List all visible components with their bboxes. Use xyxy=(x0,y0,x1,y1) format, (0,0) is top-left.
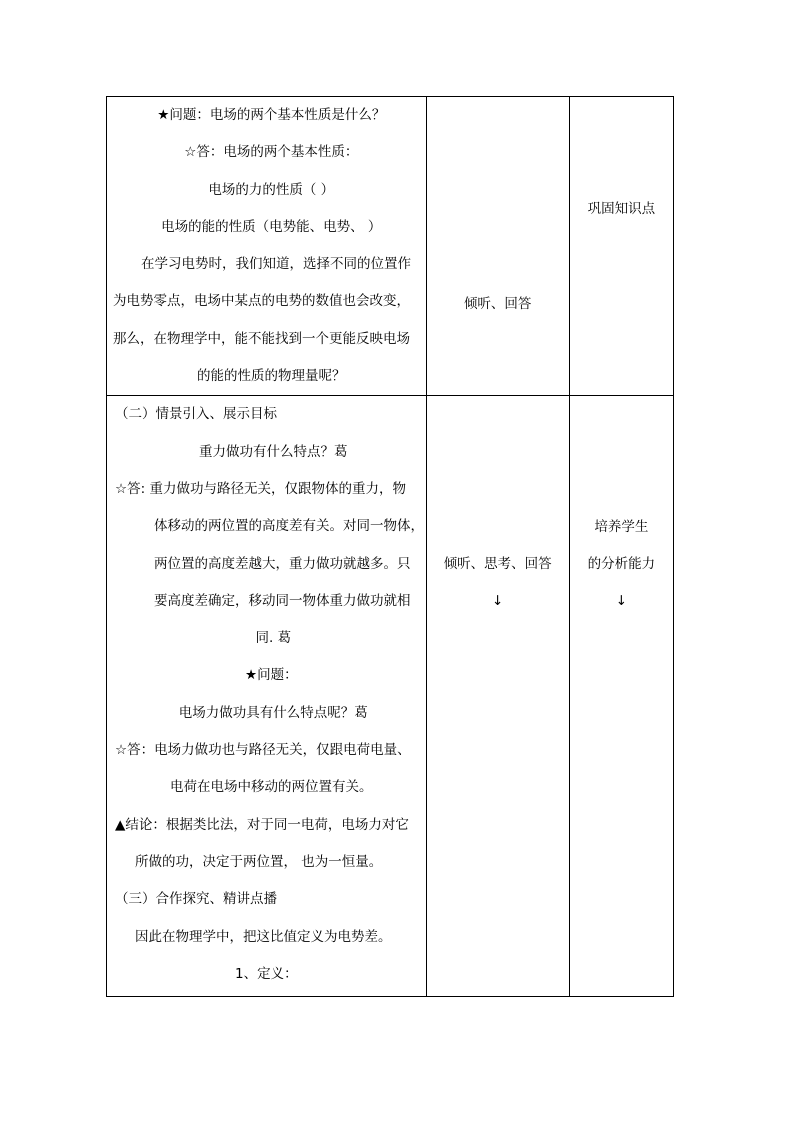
text-line: 所做的功，决定于两位置， 也为一恒量。 xyxy=(135,853,383,870)
text-line: 电场的能的性质（电势能、电势、 ） xyxy=(161,218,382,235)
answer-line: ☆答：电场力做功也与路径无关，仅跟电荷电量、 xyxy=(115,742,411,759)
text-line: 电荷在电场中移动的两位置有关。 xyxy=(170,779,373,796)
section-heading: （三）合作探究、精讲点播 xyxy=(115,891,277,908)
text-line: 的能的性质的物理量呢？ xyxy=(197,368,346,385)
answer-line: ☆答: 重力做功与路径无关，仅跟物体的重力，物 xyxy=(115,480,406,497)
activity-cell xyxy=(426,97,569,396)
question-line: ★问题：电场的两个基本性质是什么？ xyxy=(157,107,386,123)
intent-cell xyxy=(569,97,673,396)
intent-text: 的分析能力 xyxy=(587,556,656,573)
intent-cell xyxy=(569,396,673,997)
intent-text: 巩固知识点 xyxy=(587,201,656,217)
conclusion-line: ▲结论：根据类比法，对于同一电荷，电场力对它 xyxy=(115,816,409,833)
definition-line: 1、定义： xyxy=(234,965,298,982)
question-line: ★问题： xyxy=(244,667,298,684)
text-line: 电场的力的性质（ ） xyxy=(208,181,335,198)
activity-cell xyxy=(426,396,569,997)
content-cell xyxy=(107,396,427,997)
section-heading: （二）情景引入、展示目标 xyxy=(115,406,277,423)
table-row xyxy=(107,97,674,396)
content-cell xyxy=(107,97,427,396)
text-line: 体移动的两位置的高度差有关。对同一物体， xyxy=(154,518,424,535)
lesson-plan-table xyxy=(106,96,674,997)
text-line: 为电势零点，电场中某点的电势的数值也会改变， xyxy=(113,293,410,310)
down-arrow-icon: ↓ xyxy=(492,593,504,610)
activity-text: 倾听、回答 xyxy=(463,296,532,312)
question-line: 电场力做功具有什么特点呢？葛 xyxy=(178,704,368,721)
text-line: 同. 葛 xyxy=(255,630,292,647)
text-line: 两位置的高度差越大，重力做功就越多。只 xyxy=(154,555,411,572)
intent-text: 培养学生 xyxy=(594,519,649,536)
down-arrow-icon: ↓ xyxy=(615,593,628,610)
table-row xyxy=(107,396,674,997)
activity-text: 倾听、思考、回答 xyxy=(443,556,552,573)
text-line: 因此在物理学中，把这比值定义为电势差。 xyxy=(135,928,392,945)
text-line: 在学习电势时，我们知道，选择不同的位置作 xyxy=(141,256,411,273)
answer-line: ☆答：电场的两个基本性质： xyxy=(184,144,359,161)
text-line: 那么，在物理学中，能不能找到一个更能反映电场 xyxy=(113,330,410,347)
question-line: 重力做功有什么特点？葛 xyxy=(199,443,348,460)
text-line: 要高度差确定，移动同一物体重力做功就相 xyxy=(154,592,411,609)
